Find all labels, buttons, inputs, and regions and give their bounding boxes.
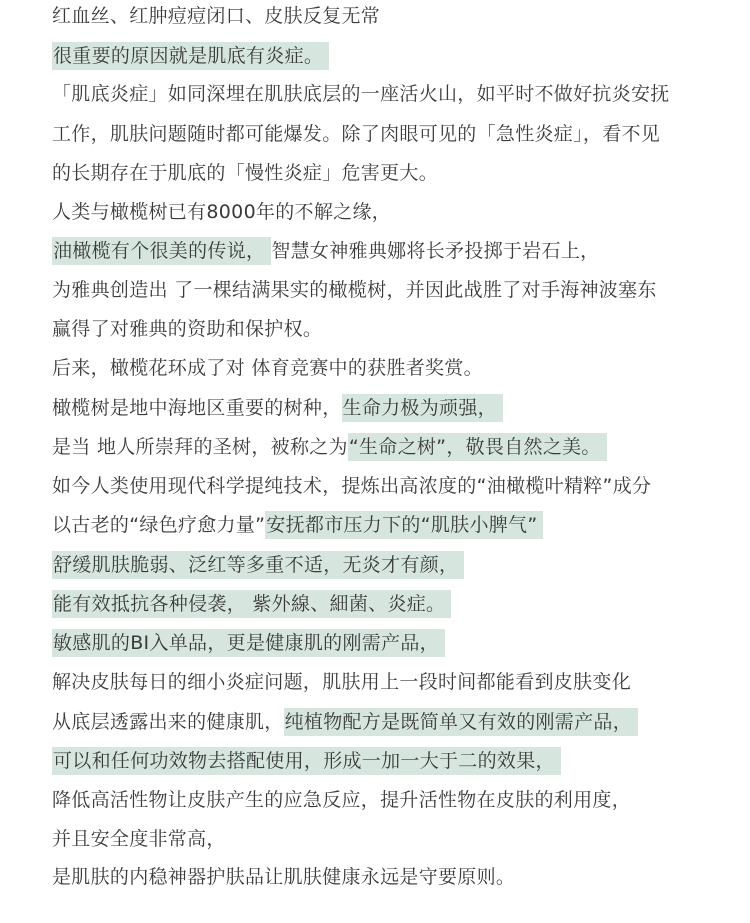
text-line: [52, 787, 631, 813]
highlighted-text: 舒缓肌肤脆弱、泛红等多重不适，无炎才有颜，: [52, 551, 464, 579]
text-line: [52, 160, 438, 186]
text-line: [52, 473, 651, 499]
text-line: [52, 316, 322, 342]
text-segment: 的长期存在于肌底的「慢性炎症」危害更大。: [52, 162, 439, 184]
text-line: [52, 669, 631, 695]
text-line: [52, 355, 483, 381]
highlighted-text: 安抚都市压力下的“肌肤小脾气”: [265, 511, 543, 539]
text-segment: 并且安全度非常高，: [52, 828, 226, 850]
text-line: [52, 277, 657, 303]
text-segment: 是当 地人所崇拜的圣树，被称之为: [52, 436, 348, 458]
text-segment: 解决皮肤每日的细小炎症问题，肌肤用上一段时间都能看到皮肤变化: [52, 671, 632, 693]
text-segment: 是肌肤的内稳神器护肤品让肌肤健康永远是守要原则。: [52, 866, 516, 888]
text-segment: 如今人类使用现代科学提纯技术，提炼出高浓度的“油橄榄叶精粹”成分: [52, 475, 652, 497]
text-segment: 智慧女神雅典娜将长矛投掷于岩石上，: [271, 240, 600, 262]
text-line: [52, 826, 226, 852]
highlighted-text: 纯植物配方是既简单又有效的刚需产品，: [284, 708, 638, 736]
text-line: [52, 43, 329, 69]
highlighted-text: 能有效抵抗各种侵袭， 紫外線、細菌、炎症。: [52, 590, 451, 618]
text-segment: 赢得了对雅典的资助和保护权。: [52, 318, 323, 340]
text-segment: 橄榄树是地中海地区重要的树种，: [52, 397, 342, 419]
highlighted-text: 油橄榄有个很美的传说，: [52, 237, 271, 265]
text-line: [52, 512, 543, 538]
text-line: [52, 709, 638, 735]
text-line: [52, 591, 451, 617]
text-line: [52, 552, 464, 578]
text-line: [52, 238, 599, 264]
text-line: [52, 434, 607, 460]
text-line: [52, 3, 380, 29]
text-segment: 红血丝、红肿痘痘闭口、皮肤反复无常: [52, 5, 381, 27]
text-line: [52, 864, 515, 890]
highlighted-text: 生命力极为顽强，: [342, 394, 503, 422]
text-segment: 以古老的“绿色疗愈力量”: [52, 514, 266, 536]
text-line: [52, 395, 503, 421]
text-segment: 为雅典创造出 了一棵结满果实的橄榄树，并因此战胜了对手海神波塞东: [52, 279, 657, 301]
text-segment: 从底层透露出来的健康肌，: [52, 711, 284, 733]
text-line: [52, 121, 660, 147]
text-segment: 降低高活性物让皮肤产生的应急反应，提升活性物在皮肤的利用度，: [52, 789, 632, 811]
highlighted-text: 很重要的原因就是肌底有炎症。: [52, 42, 329, 70]
text-line: [52, 748, 561, 774]
text-segment: 「肌底炎症」如同深埋在肌肤底层的一座活火山，如平时不做好抗炎安抚: [52, 83, 670, 105]
highlighted-text: 敏感肌的BI入单品，更是健康肌的刚需产品，: [52, 629, 445, 657]
text-line: [52, 630, 445, 656]
highlighted-text: 可以和任何功效物去搭配使用，形成一加一大于二的效果，: [52, 747, 561, 775]
text-line: [52, 81, 670, 107]
text-segment: 工作，肌肤问题随时都可能爆发。除了肉眼可见的「急性炎症」，看不见: [52, 123, 661, 145]
highlighted-text: “生命之树”，敬畏自然之美。: [348, 433, 607, 461]
text-segment: 人类与橄榄树已有8000年的不解之缘，: [52, 201, 392, 223]
text-line: [52, 199, 391, 225]
text-segment: 后来，橄榄花环成了对 体育竞赛中的获胜者奖赏。: [52, 357, 483, 379]
